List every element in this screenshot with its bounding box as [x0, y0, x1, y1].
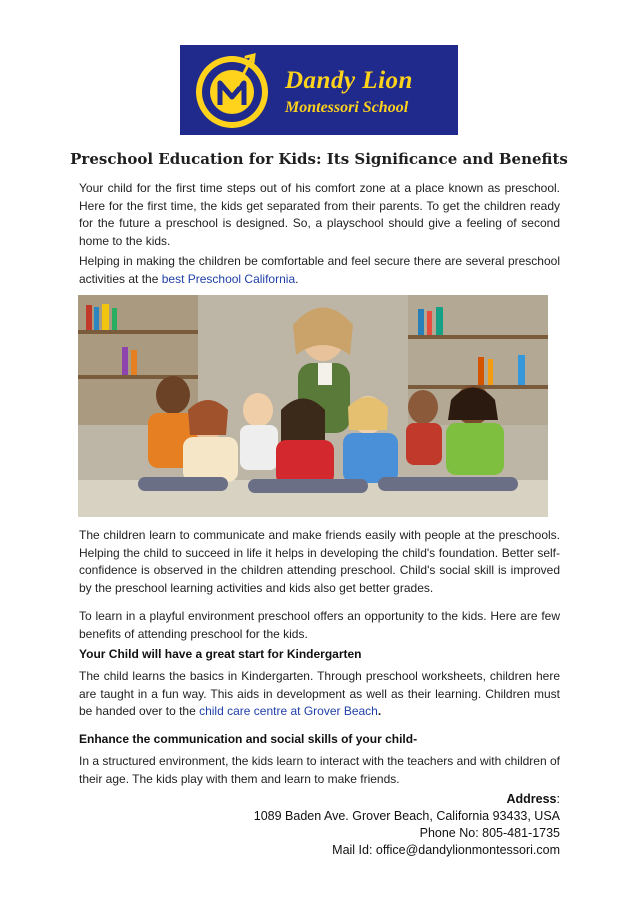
- address-mail: Mail Id: office@dandylionmontessori.com: [332, 843, 560, 857]
- intro-paragraph: Your child for the first time steps out of his comfort zone at a place known as preschool. Here for the first time, the kids get separated from their parents. To get the children ready for the future a preschool is designed. So, a playschool should give a feeling of second home to the kids.: [79, 181, 560, 248]
- address-block: [160, 791, 560, 859]
- logo-name: Dandy Lion: [285, 67, 413, 94]
- address-phone: Phone No: 805-481-1735: [419, 826, 560, 840]
- activities-paragraph: [79, 253, 560, 288]
- benefits-intro-paragraph: To learn in a playful environment preschool offers an opportunity to the kids. Here are few benefits of attending preschool for the kids.: [79, 609, 560, 641]
- address-label: Address: [506, 792, 557, 806]
- classroom-photo: [78, 295, 548, 517]
- child-care-link[interactable]: child care centre at Grover Beach: [199, 704, 378, 718]
- communicate-paragraph: The children learn to communicate and make friends easily with people at the preschools. Helping the child to succeed in life it helps in developing the child's foundation. Better self-confidence is observed in the children attending preschool. Child's social skill is improved by the preschool learning activities and kids also get better grades.: [79, 528, 560, 595]
- section2-heading: Enhance the communication and social skills of your child-: [79, 732, 418, 746]
- section1-end: .: [377, 704, 382, 718]
- section2-paragraph: In a structured environment, the kids learn to interact with the teachers and with children of their age. The kids play with them and learn to make friends.: [79, 754, 560, 786]
- section1-text: The child learns the basics in Kindergarten. Through preschool worksheets, children here are taught in a fun way. This aids in development as well as their learning. Children must be handed over to the: [79, 669, 560, 718]
- section1-paragraph: [79, 668, 560, 721]
- section1-heading: Your Child will have a great start for Kindergarten: [79, 647, 362, 661]
- school-logo: [180, 45, 458, 135]
- activities-end: .: [295, 271, 299, 286]
- address-colon: :: [556, 792, 560, 806]
- activities-text: Helping in making the children be comfortable and feel secure there are several preschool activities at the: [79, 254, 560, 286]
- article-title: Preschool Education for Kids: Its Significance and Benefits: [70, 150, 568, 168]
- best-preschool-link[interactable]: best Preschool California: [161, 271, 296, 286]
- logo-school: Montessori School: [285, 99, 409, 116]
- address-street: 1089 Baden Ave. Grover Beach, California 93433, USA: [253, 809, 560, 823]
- address-label-line: [160, 791, 560, 808]
